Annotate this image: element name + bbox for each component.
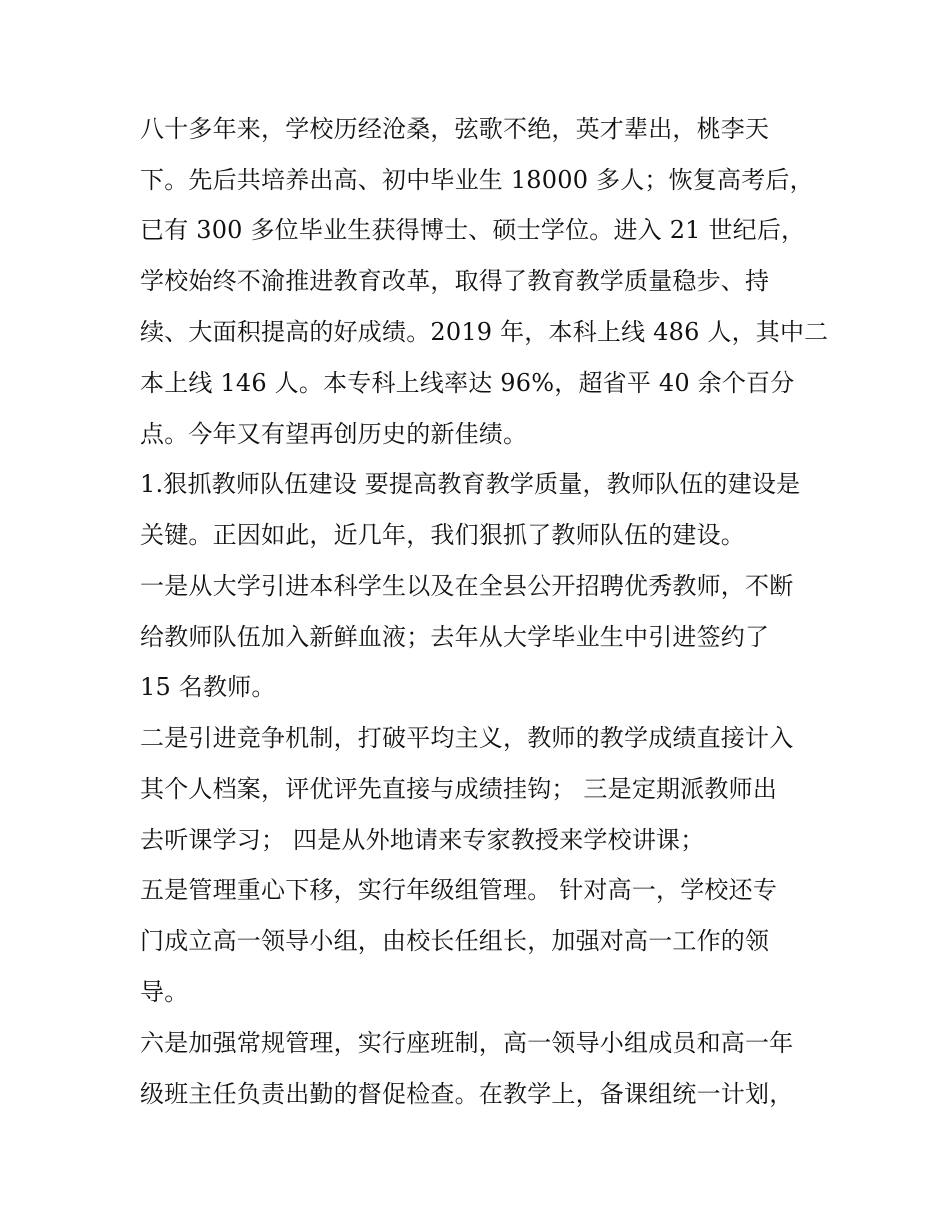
text-line-3: 已有 300 多位毕业生获得博士、硕士学位。进入 21 世纪后， (140, 216, 806, 244)
text-line-11: 给教师队伍加入新鲜血液；去年从大学毕业生中引进签约了 (140, 623, 770, 651)
text-line-15: 去听课学习； 四是从外地请来专家教授来学校讲课； (140, 826, 705, 854)
text-line-17: 门成立高一领导小组，由校长任组长，加强对高一工作的领 (140, 927, 770, 955)
text-line-18: 导。 (140, 978, 189, 1006)
text-line-8: 1.狠抓教师队伍建设 要提高教育教学质量，教师队伍的建设是 (140, 470, 801, 498)
text-line-5: 续、大面积提高的好成绩。2019 年，本科上线 486 人，其中二 (140, 318, 829, 346)
text-line-20: 级班主任负责出勤的督促检查。在教学上，备课组统一计划， (140, 1080, 794, 1108)
text-line-7: 点。今年又有望再创历史的新佳绩。 (140, 420, 528, 448)
text-line-9: 关键。正因如此，近几年，我们狠抓了教师队伍的建设。 (140, 521, 745, 549)
text-line-4: 学校始终不渝推进教育改革，取得了教育教学质量稳步、持 (140, 267, 770, 295)
text-line-19: 六是加强常规管理，实行座班制，高一领导小组成员和高一年 (140, 1029, 794, 1057)
text-line-13: 二是引进竞争机制，打破平均主义，教师的教学成绩直接计入 (140, 724, 794, 752)
text-line-10: 一是从大学引进本科学生以及在全县公开招聘优秀教师，不断 (140, 572, 794, 600)
text-line-2: 下。先后共培养出高、初中毕业生 18000 多人；恢复高考后， (140, 166, 814, 194)
text-line-12: 15 名教师。 (140, 673, 276, 701)
text-line-1: 八十多年来，学校历经沧桑，弦歌不绝，英才辈出，桃李天 (140, 115, 770, 143)
text-line-16: 五是管理重心下移，实行年级组管理。 针对高一，学校还专 (140, 876, 778, 904)
text-line-6: 本上线 146 人。本专科上线率达 96%，超省平 40 余个百分 (140, 369, 795, 397)
text-line-14: 其个人档案，评优评先直接与成绩挂钩； 三是定期派教师出 (140, 775, 778, 803)
